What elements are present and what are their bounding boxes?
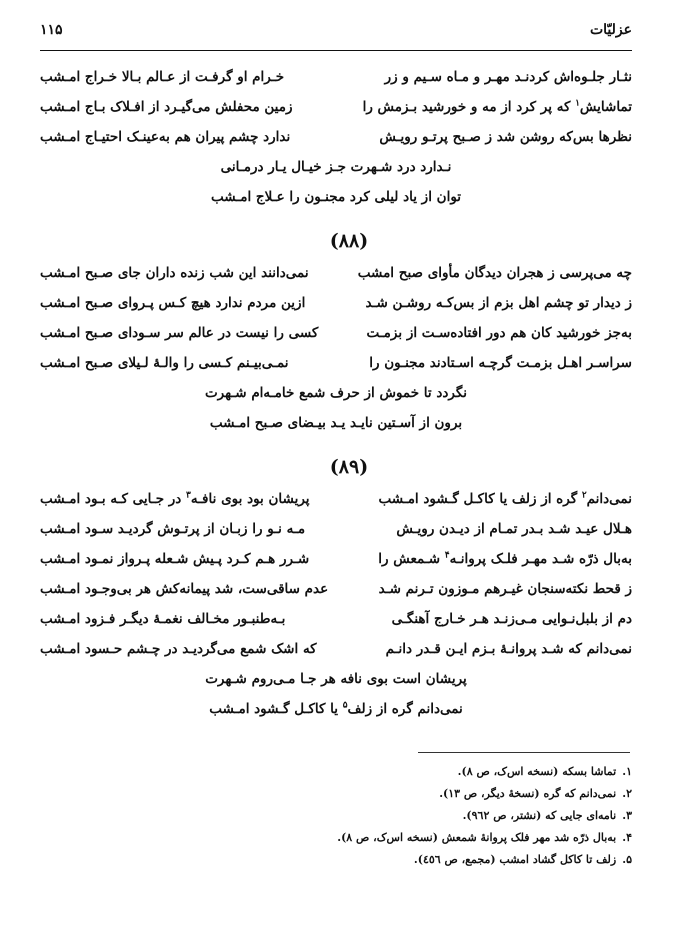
- verse-left: که اشک شمع می‌گردیـد در چـشم حـسود امـشب: [40, 641, 317, 657]
- verse-row: [40, 258, 632, 288]
- verse-center: نگردد تا خموش از حرف شمع خامـه‌ام شـهرت: [204, 385, 468, 401]
- verse-row: [40, 62, 632, 92]
- footnote-text: نامه‌ای جایی که (نشتر، ص ۹٦۲).: [462, 808, 617, 822]
- verse-row: [40, 92, 632, 122]
- verse-row: [40, 574, 632, 604]
- footnote-text: زلف تا کاکل گشاد امشب (مجمع، ص ٤٥٦).: [413, 852, 617, 866]
- verse-center: نـدارد درد شـهرت جـز خیـال یـار درمـانی: [220, 159, 452, 175]
- verse-right: نظرها بس‌که روشن شد ز صـبح پرتـو رویـش: [379, 129, 632, 145]
- footnote-text: به‌بال ذرّه شد مهر فلک پروانهٔ شمعش (نسخه اس‌ک، ص ۸).: [337, 830, 617, 844]
- footnote-rule: [418, 752, 630, 753]
- page-number: ۱۱۵: [40, 22, 63, 38]
- footnote: [200, 760, 632, 782]
- verse-row-centered: [40, 152, 632, 182]
- footnote-marker: ۲: [581, 490, 587, 501]
- footnote-marker: ۳: [186, 490, 191, 501]
- footnote-marker: ۴: [444, 550, 450, 561]
- footnote-marker: ۵: [342, 700, 348, 711]
- verse-row-centered: [40, 408, 632, 438]
- footnote: [200, 848, 632, 870]
- verse-left: مـه نـو را زبـان از پرتـوش گردیـد سـود امـشب: [40, 521, 306, 537]
- verse-left: ازین مردم ندارد هیچ کـس پـروای صـبح امـشب: [40, 295, 306, 311]
- footnote: [200, 826, 632, 848]
- ghazal-number: (۸۸): [329, 230, 369, 252]
- verse-row-centered: [40, 182, 632, 212]
- verse-right: نمی‌دانم که شـد پروانـهٔ بـزم ایـن قـدر دانـم: [385, 641, 632, 657]
- header-rule: [40, 50, 632, 51]
- verse-row: [40, 348, 632, 378]
- ghazal-number: (۸۹): [329, 456, 369, 478]
- poem-block-2: [40, 258, 632, 438]
- poem-block-1: [40, 62, 632, 212]
- verse-right: ز قحط نکته‌سنجان غیـرهم مـوزون تـرنم شـد: [378, 581, 632, 597]
- verse-right: به‌جز خورشید کان هم دور افتاده‌سـت از بزمـت: [366, 325, 632, 341]
- verse-center: پریشان است بوی نافه هر جـا مـی‌روم شـهرت: [205, 671, 467, 687]
- verse-left: پریشان بود بوی نافـه$^۳$ در جـایی کـه بـود امـشب: [40, 490, 310, 507]
- verse-right: سراسـر اهـل بزمـت گرچـه اسـتادند مجنـون را: [369, 355, 632, 371]
- footnote-number: ۲.: [622, 786, 632, 800]
- footnote-number: ۵.: [622, 852, 632, 866]
- verse-left: نمی‌دانند این شب زنده داران جای صـبح امـشب: [40, 265, 309, 281]
- verse-row: [40, 514, 632, 544]
- verse-right: هـلال عیـد شـد بـدر تمـام از دیـدن رویـش: [396, 521, 632, 537]
- verse-right: ز دیدار تو چشم اهل بزم از بس‌کـه روشـن شـد: [365, 295, 632, 311]
- running-title: عزلیّات: [589, 22, 632, 38]
- poem-block-3: [40, 484, 632, 724]
- verse-left: بـه‌طنبـور مخـالف نغمـهٔ دیگـر فـزود امـشب: [40, 611, 286, 627]
- verse-center: برون از آسـتین نایـد یـد بیـضای صـبح امـشب: [209, 415, 463, 431]
- verse-center: نمی‌دانم گره از زلف$^۵$ یا کاکـل گـشود امـشب: [209, 700, 463, 717]
- verse-row: [40, 634, 632, 664]
- verse-row-centered: [40, 378, 632, 408]
- footnote-number: ۱.: [622, 764, 632, 778]
- verse-left: ندارد چشم پیران هم به‌عینـک احتیـاج امـشب: [40, 129, 291, 145]
- verse-right: تماشایش$^۱$ که پر کرد از مه و خورشید بـزمش را: [362, 98, 632, 115]
- footnote: [200, 782, 632, 804]
- footnote-marker: ۱: [575, 98, 580, 109]
- verse-row: [40, 604, 632, 634]
- verse-row: [40, 288, 632, 318]
- verse-right: چه می‌پرسی ز هجران دیدگان مأوای صبح امشب: [357, 265, 632, 281]
- verse-row: [40, 318, 632, 348]
- verse-left: کسی را نیست در عالم سر سـودای صـبح امـشب: [40, 325, 319, 341]
- verse-left: نمـی‌بیـنم کـسی را والـهٔ لـیلای صـبح امـشب: [40, 355, 289, 371]
- page-header: [40, 18, 632, 42]
- verse-right: دم از بلبل‌نـوایی مـی‌زنـد هـر خـارج آهنگـی: [391, 611, 632, 627]
- footnote-number: ۴.: [622, 830, 632, 844]
- verse-right: نثـار جلـوه‌اش کردنـد مهـر و مـاه سـیم و زر: [384, 69, 632, 85]
- footnotes: [200, 760, 632, 870]
- footnote-text: نمی‌دانم که گره (نسخهٔ دیگر، ص ۱۳).: [439, 786, 617, 800]
- verse-row-centered: [40, 664, 632, 694]
- footnote-text: تماشا بسکه (نسخه اس‌ک، ص ۸).: [457, 764, 617, 778]
- verse-left: خـرام او گرفـت از عـالم بـالا خـراج امـشب: [40, 69, 285, 85]
- verse-left: شـرر هـم کـرد پـیش شـعله پـرواز نمـود امـشب: [40, 551, 310, 567]
- verse-row: [40, 122, 632, 152]
- verse-left: زمین محفلش می‌گیـرد از افـلاک بـاج امـشب: [40, 99, 293, 115]
- verse-center: توان از یاد لیلی کرد مجنـون را عـلاج امـشب: [210, 189, 462, 205]
- verse-row: [40, 544, 632, 574]
- footnote: [200, 804, 632, 826]
- verse-left: عدم ساقی‌ست، شد پیمانه‌کش هر بی‌وجـود امـشب: [40, 581, 329, 597]
- footnote-number: ۳.: [622, 808, 632, 822]
- verse-row-centered: [40, 694, 632, 724]
- verse-right: نمی‌دانم$^۲$ گره از زلف یا کاکـل گـشود امـشب: [378, 490, 632, 507]
- verse-right: به‌بال ذرّه شـد مهـر فلـک پروانـه$^۴$ شـمعش را: [378, 550, 632, 567]
- verse-row: [40, 484, 632, 514]
